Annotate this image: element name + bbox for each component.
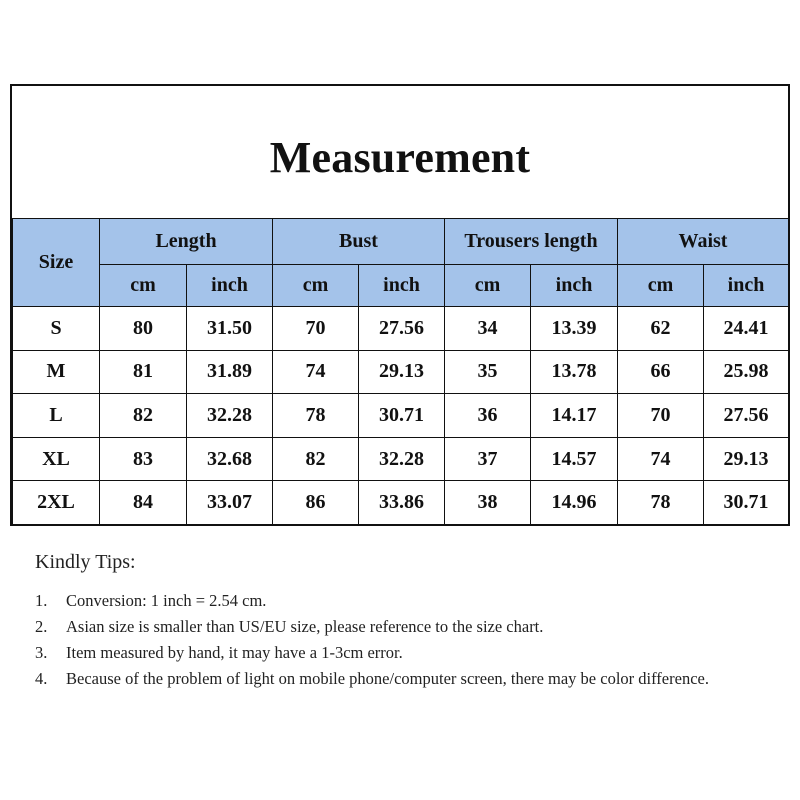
tip-number: 3. <box>35 643 48 662</box>
table-row <box>13 481 789 525</box>
tip-item <box>35 588 775 614</box>
table-cell: 38 <box>445 481 531 525</box>
group-header-trousers-length: Trousers length <box>445 219 618 265</box>
table-cell: 70 <box>273 307 359 351</box>
tip-text: Item measured by hand, it may have a 1-3cm error. <box>66 643 403 662</box>
table-cell: 33.86 <box>359 481 445 525</box>
table-cell: 30.71 <box>704 481 789 525</box>
table-cell: 32.28 <box>187 394 273 438</box>
table-cell: 13.78 <box>531 350 618 394</box>
table-cell: 62 <box>618 307 704 351</box>
size-table <box>12 218 789 525</box>
table-cell: 34 <box>445 307 531 351</box>
table-cell: 74 <box>618 437 704 481</box>
group-header-waist: Waist <box>618 219 789 265</box>
table-cell: 80 <box>100 307 187 351</box>
table-cell: 78 <box>618 481 704 525</box>
title-band <box>12 86 788 218</box>
table-row <box>13 350 789 394</box>
tip-number: 4. <box>35 669 48 688</box>
unit-header: cm <box>445 265 531 307</box>
table-cell: 84 <box>100 481 187 525</box>
table-cell: 30.71 <box>359 394 445 438</box>
header-row-units <box>13 265 789 307</box>
table-cell: 82 <box>273 437 359 481</box>
table-cell: 82 <box>100 394 187 438</box>
unit-header: inch <box>187 265 273 307</box>
table-cell: 31.89 <box>187 350 273 394</box>
unit-header: cm <box>273 265 359 307</box>
tip-text: Conversion: 1 inch = 2.54 cm. <box>66 591 267 610</box>
header-row-groups <box>13 219 789 265</box>
tips-list <box>35 588 775 692</box>
table-cell: 25.98 <box>704 350 789 394</box>
table-cell: 86 <box>273 481 359 525</box>
table-cell: 36 <box>445 394 531 438</box>
table-row <box>13 437 789 481</box>
table-cell: 14.17 <box>531 394 618 438</box>
table-row <box>13 307 789 351</box>
size-cell: S <box>13 307 100 351</box>
chart-title: Measurement <box>269 132 531 182</box>
table-cell: 32.68 <box>187 437 273 481</box>
tip-item <box>35 640 775 666</box>
table-cell: 37 <box>445 437 531 481</box>
unit-header: inch <box>531 265 618 307</box>
size-cell: L <box>13 394 100 438</box>
unit-header: inch <box>359 265 445 307</box>
table-cell: 70 <box>618 394 704 438</box>
tip-item <box>35 614 775 640</box>
group-header-bust: Bust <box>273 219 445 265</box>
table-cell: 33.07 <box>187 481 273 525</box>
size-header: Size <box>13 219 100 307</box>
table-cell: 83 <box>100 437 187 481</box>
size-chart <box>10 84 790 526</box>
kindly-tips <box>35 551 775 692</box>
unit-header: inch <box>704 265 789 307</box>
table-cell: 78 <box>273 394 359 438</box>
size-cell: M <box>13 350 100 394</box>
table-cell: 66 <box>618 350 704 394</box>
size-cell: XL <box>13 437 100 481</box>
tip-number: 2. <box>35 617 48 636</box>
unit-header: cm <box>100 265 187 307</box>
tips-title: Kindly Tips: <box>35 551 136 573</box>
table-cell: 32.28 <box>359 437 445 481</box>
group-header-length: Length <box>100 219 273 265</box>
table-cell: 27.56 <box>359 307 445 351</box>
table-cell: 14.57 <box>531 437 618 481</box>
table-cell: 29.13 <box>359 350 445 394</box>
table-row <box>13 394 789 438</box>
table-cell: 24.41 <box>704 307 789 351</box>
tip-text: Asian size is smaller than US/EU size, please reference to the size chart. <box>66 617 544 636</box>
table-cell: 13.39 <box>531 307 618 351</box>
tip-item <box>35 666 775 692</box>
tip-text: Because of the problem of light on mobile phone/computer screen, there may be color difference. <box>66 669 709 688</box>
table-cell: 35 <box>445 350 531 394</box>
table-cell: 81 <box>100 350 187 394</box>
size-cell: 2XL <box>13 481 100 525</box>
table-cell: 14.96 <box>531 481 618 525</box>
unit-header: cm <box>618 265 704 307</box>
table-cell: 29.13 <box>704 437 789 481</box>
table-cell: 27.56 <box>704 394 789 438</box>
table-cell: 74 <box>273 350 359 394</box>
tip-number: 1. <box>35 591 48 610</box>
table-cell: 31.50 <box>187 307 273 351</box>
